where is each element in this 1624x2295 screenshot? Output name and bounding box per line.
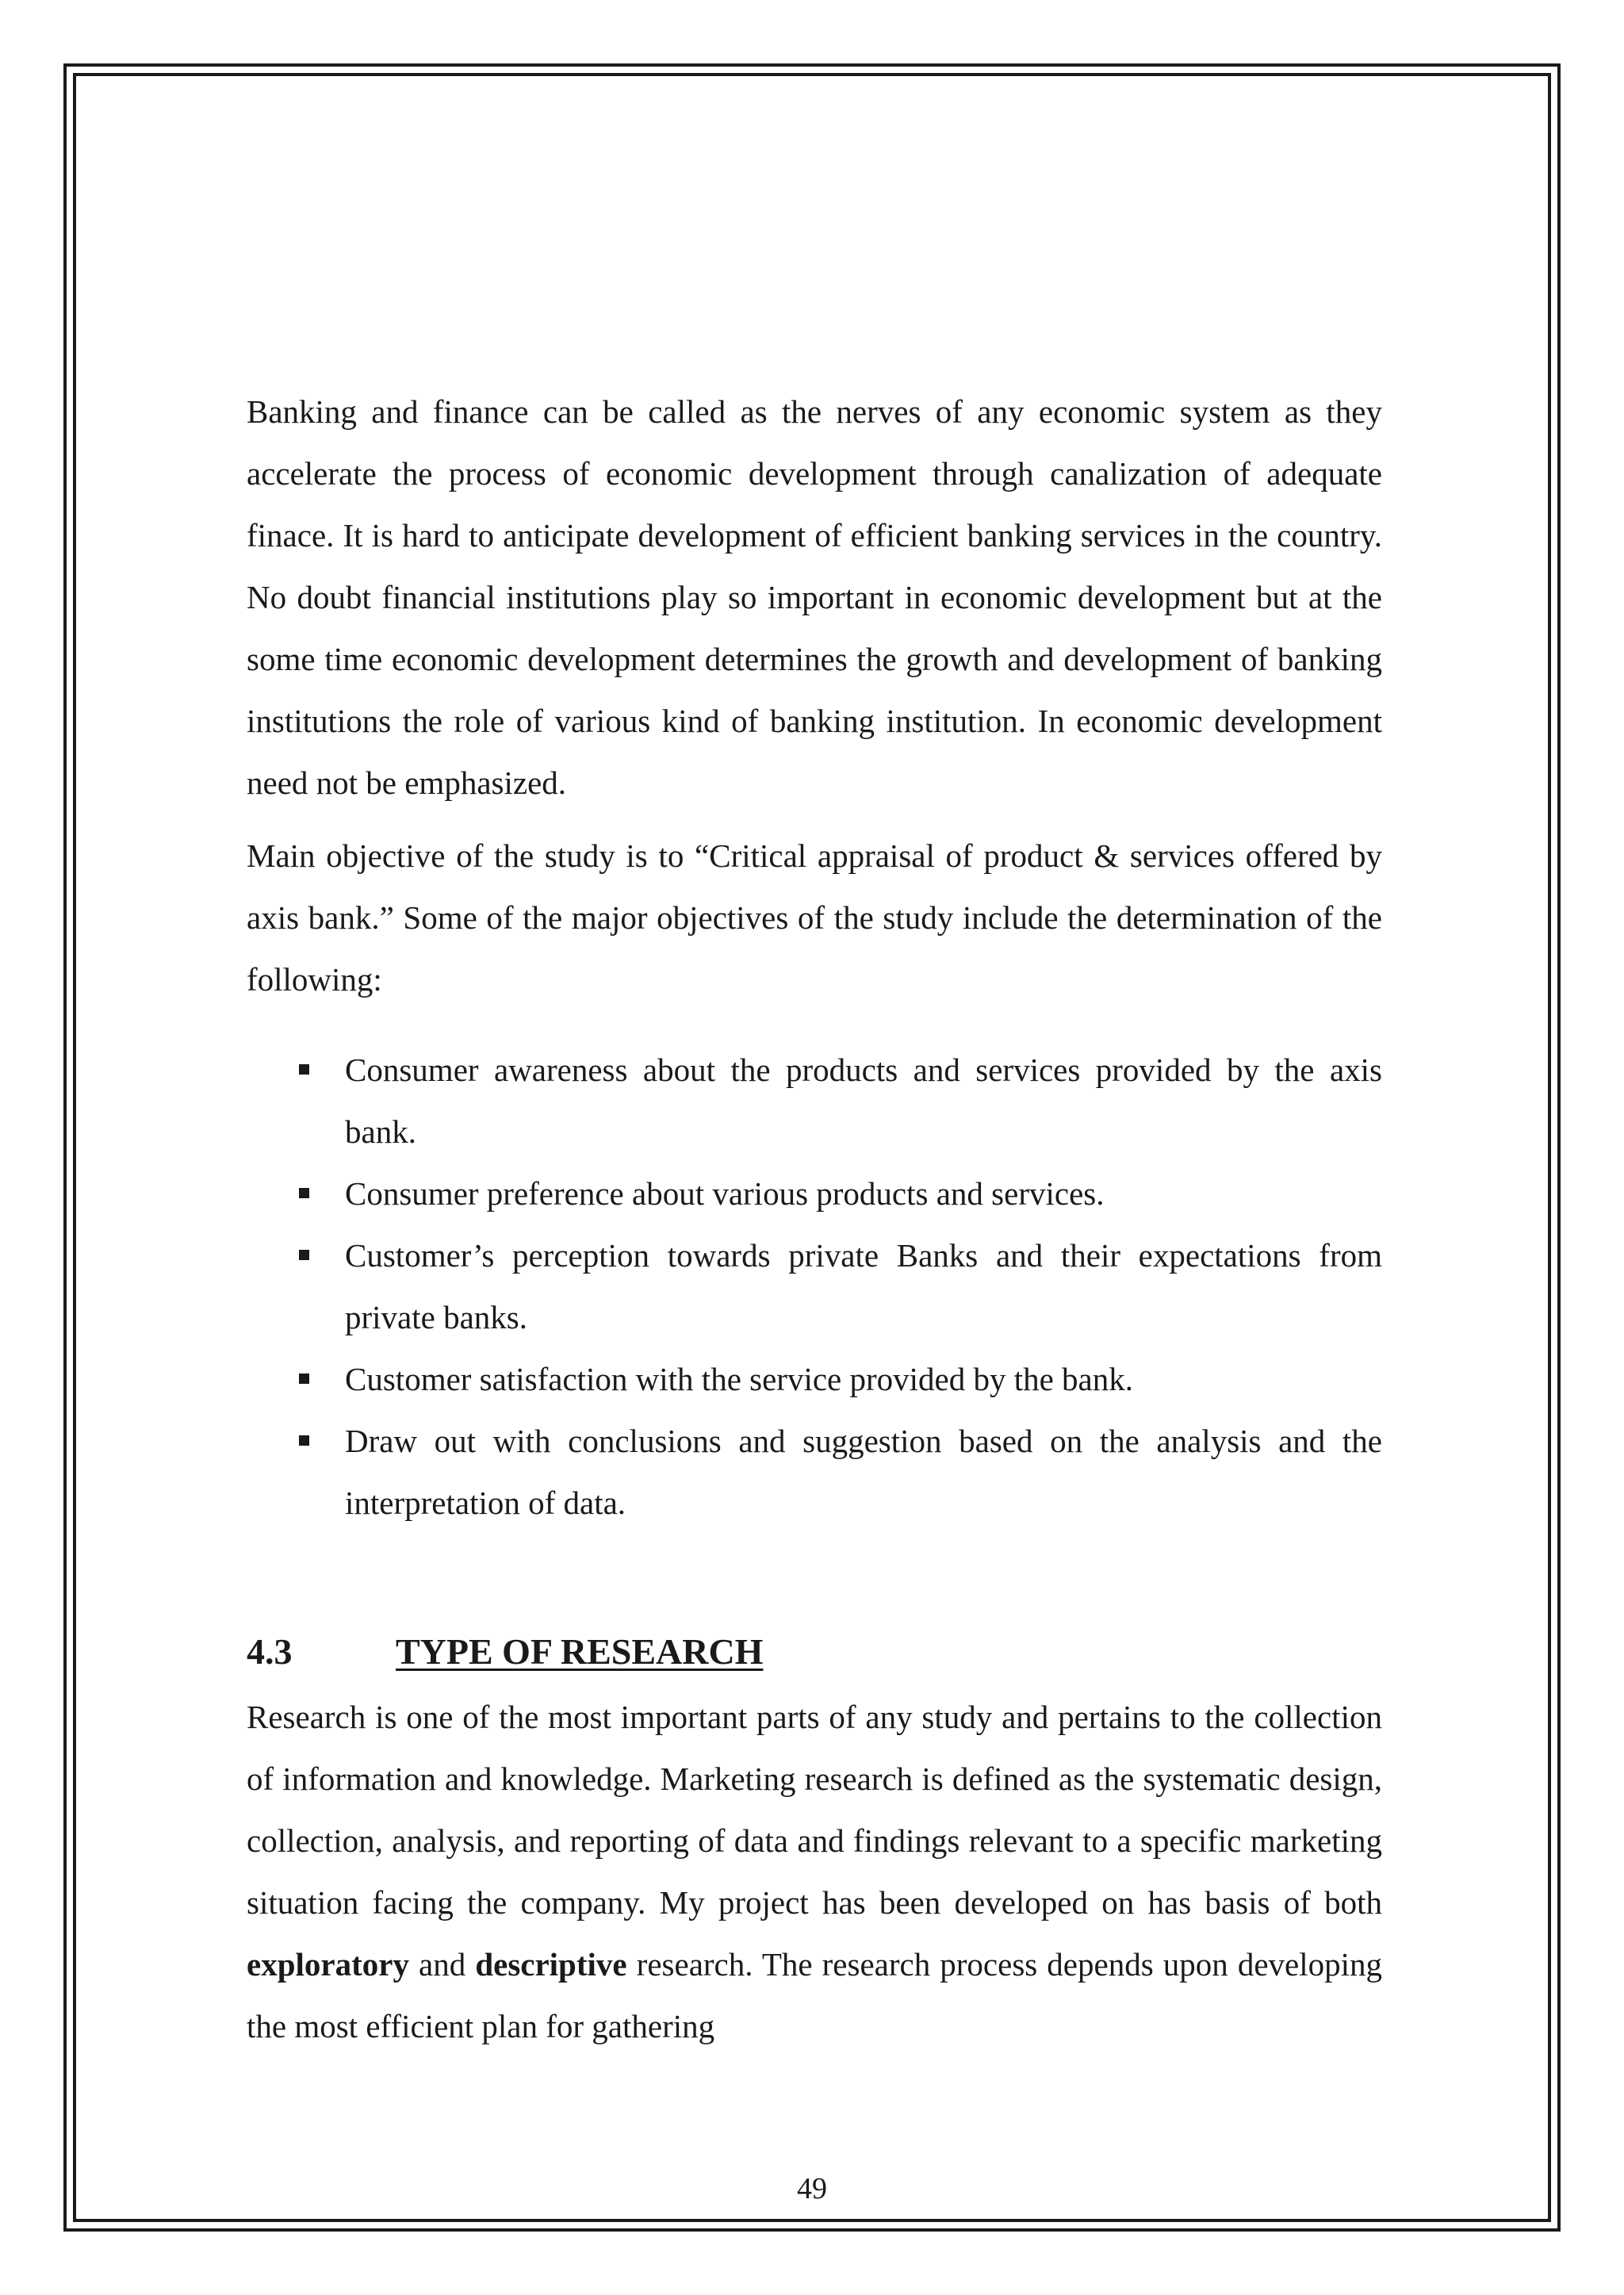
square-bullet-icon: [299, 1064, 309, 1075]
page-number: 49: [797, 2172, 827, 2205]
square-bullet-icon: [299, 1250, 309, 1260]
section-number: 4.3: [247, 1631, 293, 1672]
intro-paragraph: Banking and finance can be called as the nerves of any economic system as they accelerate the process of economic development through canalization of adequate finace. It is hard to anticipate development of efficient banking services in the country. No doubt financial institutions play so important in economic development but at the some time economic development determines the growth and development of banking institutions the role of various kind of banking institution. In economic development need not be emphasized.: [247, 393, 1382, 801]
page-content: [247, 381, 1382, 2057]
list-item-text: Consumer awareness about the products and services provided by the axis bank.: [345, 1052, 1382, 1150]
list-item: [247, 1163, 1382, 1224]
objective-paragraph: Main objective of the study is to “Critical appraisal of product & services offered by axis bank.” Some of the major objectives of the study include the determination of the following:: [247, 837, 1382, 998]
square-bullet-icon: [299, 1374, 309, 1384]
list-item-text: Draw out with conclusions and suggestion based on the analysis and the interpretation of data.: [345, 1423, 1382, 1521]
research-text-part3: research. The research process depends upon developing the most efficient plan for gathering: [247, 1946, 1382, 2044]
list-item: [247, 1224, 1382, 1348]
research-paragraph: [247, 1686, 1382, 2057]
research-text-part1: Research is one of the most important parts of any study and pertains to the collection of information and knowledge. Marketing research is defined as the systematic design, collection, analysis, and reporting of data and findings relevant to a specific marketing situation facing the company. My project has been developed on has basis of both: [247, 1699, 1382, 1921]
list-item: [247, 1348, 1382, 1410]
list-item: [247, 1410, 1382, 1534]
research-text-part2: and: [408, 1946, 476, 1983]
square-bullet-icon: [299, 1188, 309, 1198]
exploratory-term: exploratory: [247, 1946, 409, 1983]
section-title: TYPE OF RESEARCH: [396, 1631, 764, 1672]
list-item-text: Consumer preference about various products and services.: [345, 1175, 1105, 1212]
section-heading: [247, 1627, 1382, 1676]
descriptive-term: descriptive: [475, 1946, 627, 1983]
list-item-text: Customer’s perception towards private Banks and their expectations from private banks.: [345, 1237, 1382, 1335]
list-item: [247, 1039, 1382, 1163]
square-bullet-icon: [299, 1435, 309, 1446]
objectives-list: [247, 1039, 1382, 1534]
list-item-text: Customer satisfaction with the service provided by the bank.: [345, 1361, 1134, 1397]
